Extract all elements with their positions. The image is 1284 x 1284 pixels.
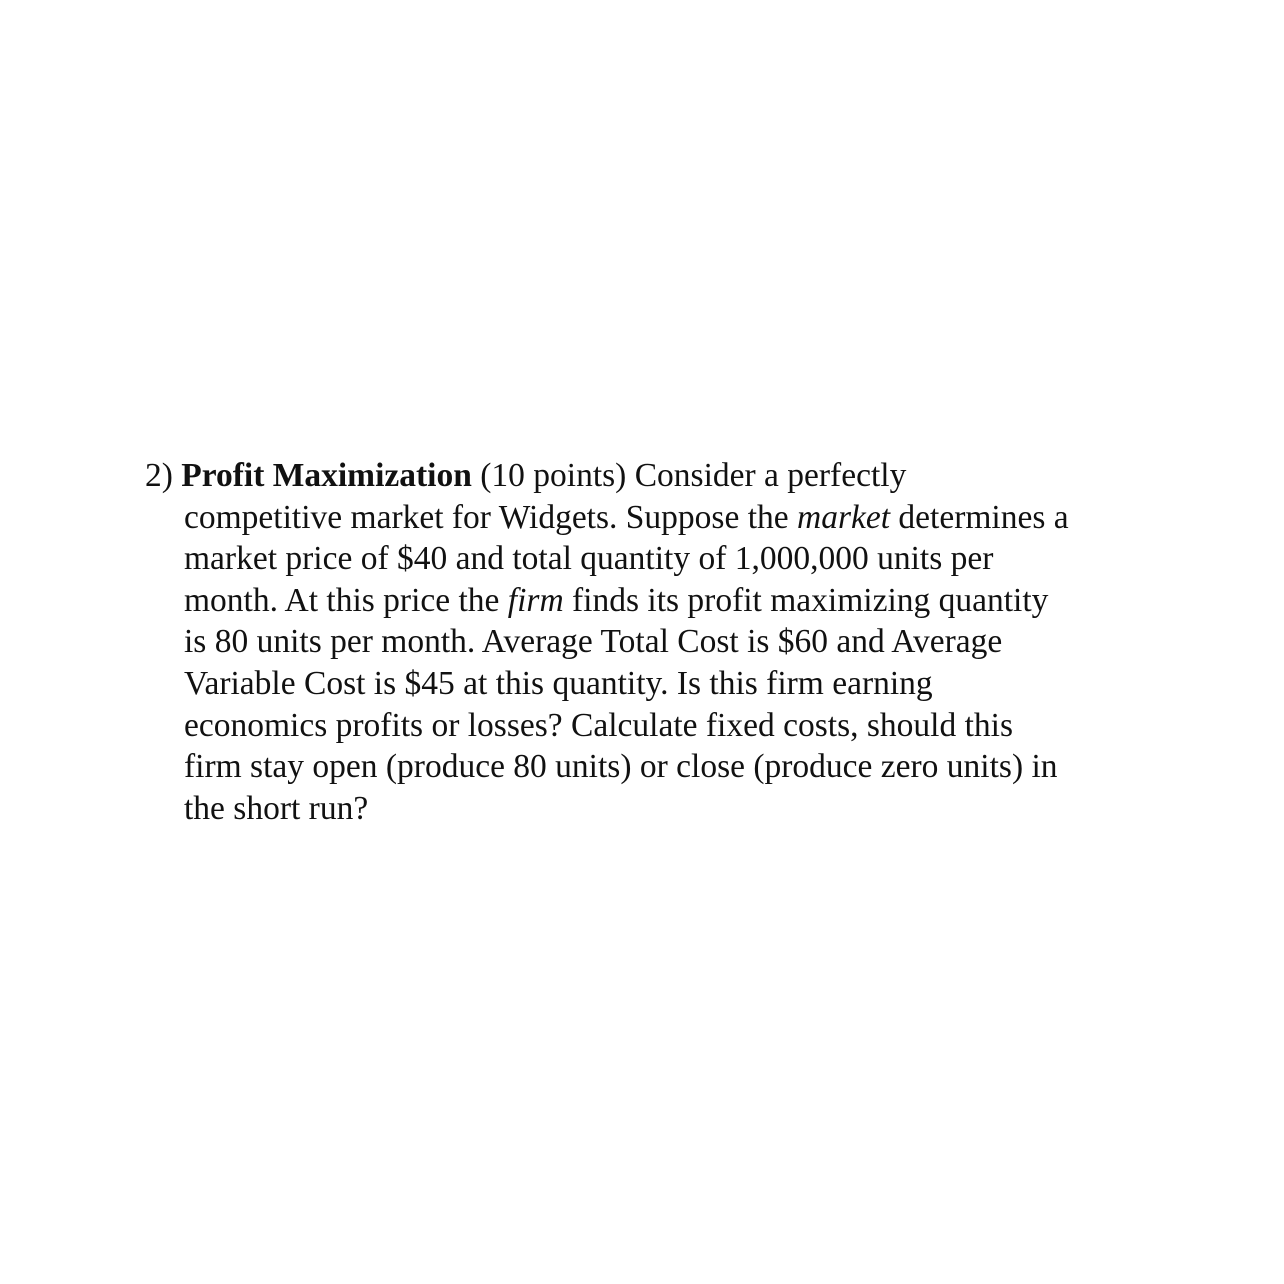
question-number: 2): [145, 457, 173, 494]
question-line-5: is 80 units per month. Average Total Cost is $60 and Average: [184, 623, 1003, 661]
question-text-segment: determines a: [898, 498, 1069, 536]
question-title: Profit Maximization: [181, 457, 472, 494]
question-points: (10 points): [480, 457, 627, 494]
question-line-8: firm stay open (produce 80 units) or close (produce zero units) in: [184, 748, 1058, 786]
question-line-1: [145, 455, 1155, 497]
question-text-segment: month. At this price the: [184, 581, 500, 619]
question-line-7: economics profits or losses? Calculate fixed costs, should this: [184, 706, 1013, 744]
question-text-segment: finds its profit maximizing quantity: [572, 581, 1049, 619]
question-line-3: market price of $40 and total quantity of 1,000,000 units per: [184, 540, 994, 578]
question-block: [145, 455, 1155, 829]
question-line-4: [145, 580, 1155, 622]
question-text-segment: Consider a perfectly: [634, 457, 907, 494]
question-line-9: the short run?: [184, 789, 369, 827]
emphasis-firm: firm: [507, 581, 564, 619]
question-text-segment: competitive market for Widgets. Suppose the: [184, 498, 789, 536]
emphasis-market: market: [797, 498, 891, 536]
question-line-6: Variable Cost is $45 at this quantity. Is this firm earning: [184, 664, 933, 702]
question-line-2: [145, 497, 1155, 539]
